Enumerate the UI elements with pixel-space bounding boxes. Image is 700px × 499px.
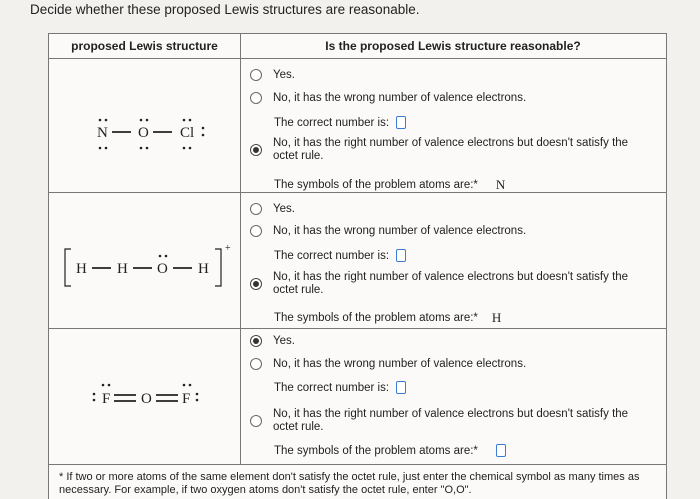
correct-number-row xyxy=(274,249,406,262)
atom-o: O xyxy=(157,261,168,277)
problem-atoms-label: The symbols of the problem atoms are:* xyxy=(274,444,478,457)
structure-cell xyxy=(49,329,241,466)
lewis-structure-table xyxy=(48,33,667,465)
correct-number-input[interactable] xyxy=(396,249,406,262)
correct-number-input[interactable] xyxy=(396,381,406,394)
radio-wrong-count[interactable] xyxy=(250,92,262,104)
option-octet[interactable] xyxy=(250,408,628,434)
lewis-structure-n-o-cl xyxy=(49,58,240,193)
problem-atoms-value[interactable]: N xyxy=(495,177,506,192)
structure-cell xyxy=(49,193,241,328)
answer-cell xyxy=(240,329,666,466)
radio-octet[interactable] xyxy=(250,278,262,290)
table-header xyxy=(49,34,666,59)
correct-number-input[interactable] xyxy=(396,116,406,129)
problem-atoms-row xyxy=(274,444,506,457)
option-yes-label: Yes. xyxy=(273,203,295,215)
correct-number-label: The correct number is: xyxy=(274,381,390,394)
option-wrong-count-label: No, it has the wrong number of valence electrons. xyxy=(273,225,527,237)
correct-number-label: The correct number is: xyxy=(274,249,390,262)
radio-yes[interactable] xyxy=(250,203,262,215)
structure-cell xyxy=(49,58,241,192)
radio-wrong-count[interactable] xyxy=(250,225,262,237)
option-yes-label: Yes. xyxy=(273,69,295,81)
charge-plus: + xyxy=(225,243,231,254)
problem-atoms-label: The symbols of the problem atoms are:* xyxy=(274,179,478,191)
option-octet[interactable] xyxy=(250,271,628,297)
atom-h: H xyxy=(76,261,87,277)
radio-octet[interactable] xyxy=(250,144,262,156)
correct-number-row xyxy=(274,116,406,129)
option-wrong-count-label: No, it has the wrong number of valence electrons. xyxy=(273,92,527,104)
problem-atoms-row xyxy=(274,177,505,193)
table-row xyxy=(49,193,666,329)
atom-f: F xyxy=(102,391,111,407)
lewis-structure-f-o-f xyxy=(49,329,240,466)
header-structure: proposed Lewis structure xyxy=(49,34,241,58)
option-octet-label: No, it has the right number of valence electrons but doesn't satisfy the octet rule. xyxy=(273,137,629,162)
radio-wrong-count[interactable] xyxy=(250,358,262,370)
option-yes[interactable] xyxy=(250,335,295,347)
answer-cell xyxy=(240,58,666,192)
table-row xyxy=(49,58,666,193)
atom-h: H xyxy=(198,261,209,277)
atom-f: F xyxy=(182,391,191,407)
question-prompt: Decide whether these proposed Lewis structures are reasonable. xyxy=(30,2,420,17)
option-octet-label: No, it has the right number of valence electrons but doesn't satisfy the octet rule. xyxy=(273,271,629,296)
option-wrong-count[interactable] xyxy=(250,92,526,104)
problem-atoms-label: The symbols of the problem atoms are:* xyxy=(274,312,478,324)
correct-number-label: The correct number is: xyxy=(274,116,390,129)
answer-cell xyxy=(240,193,666,328)
radio-octet[interactable] xyxy=(250,415,262,427)
problem-atoms-row xyxy=(274,310,501,326)
atom-h: H xyxy=(117,261,128,277)
option-wrong-count[interactable] xyxy=(250,225,526,237)
atom-n: N xyxy=(97,125,108,141)
correct-number-row xyxy=(274,381,406,394)
lewis-structure-h-h-o-h xyxy=(49,193,240,329)
lone-pairs xyxy=(159,255,168,258)
radio-yes[interactable] xyxy=(250,335,262,347)
option-yes[interactable] xyxy=(250,69,295,81)
footnote: * If two or more atoms of the same element don't satisfy the octet rule, just enter the chemical symbol as many times as necessary. For example, if two oxygen atoms don't satisfy the octet rule, enter "O,O". xyxy=(48,465,667,499)
option-octet[interactable] xyxy=(250,137,628,163)
atom-o: O xyxy=(141,391,152,407)
radio-yes[interactable] xyxy=(250,69,262,81)
table-row xyxy=(49,329,666,466)
problem-atoms-value[interactable]: H xyxy=(491,310,502,325)
option-wrong-count-label: No, it has the wrong number of valence electrons. xyxy=(273,358,527,370)
header-reasonable: Is the proposed Lewis structure reasonable? xyxy=(325,39,581,53)
option-yes[interactable] xyxy=(250,203,295,215)
option-wrong-count[interactable] xyxy=(250,358,526,370)
problem-atoms-input[interactable] xyxy=(496,444,506,457)
atom-cl: Cl xyxy=(180,125,195,141)
option-yes-label: Yes. xyxy=(273,335,295,347)
atom-o: O xyxy=(138,125,149,141)
option-octet-label: No, it has the right number of valence electrons but doesn't satisfy the octet rule. xyxy=(273,408,629,433)
